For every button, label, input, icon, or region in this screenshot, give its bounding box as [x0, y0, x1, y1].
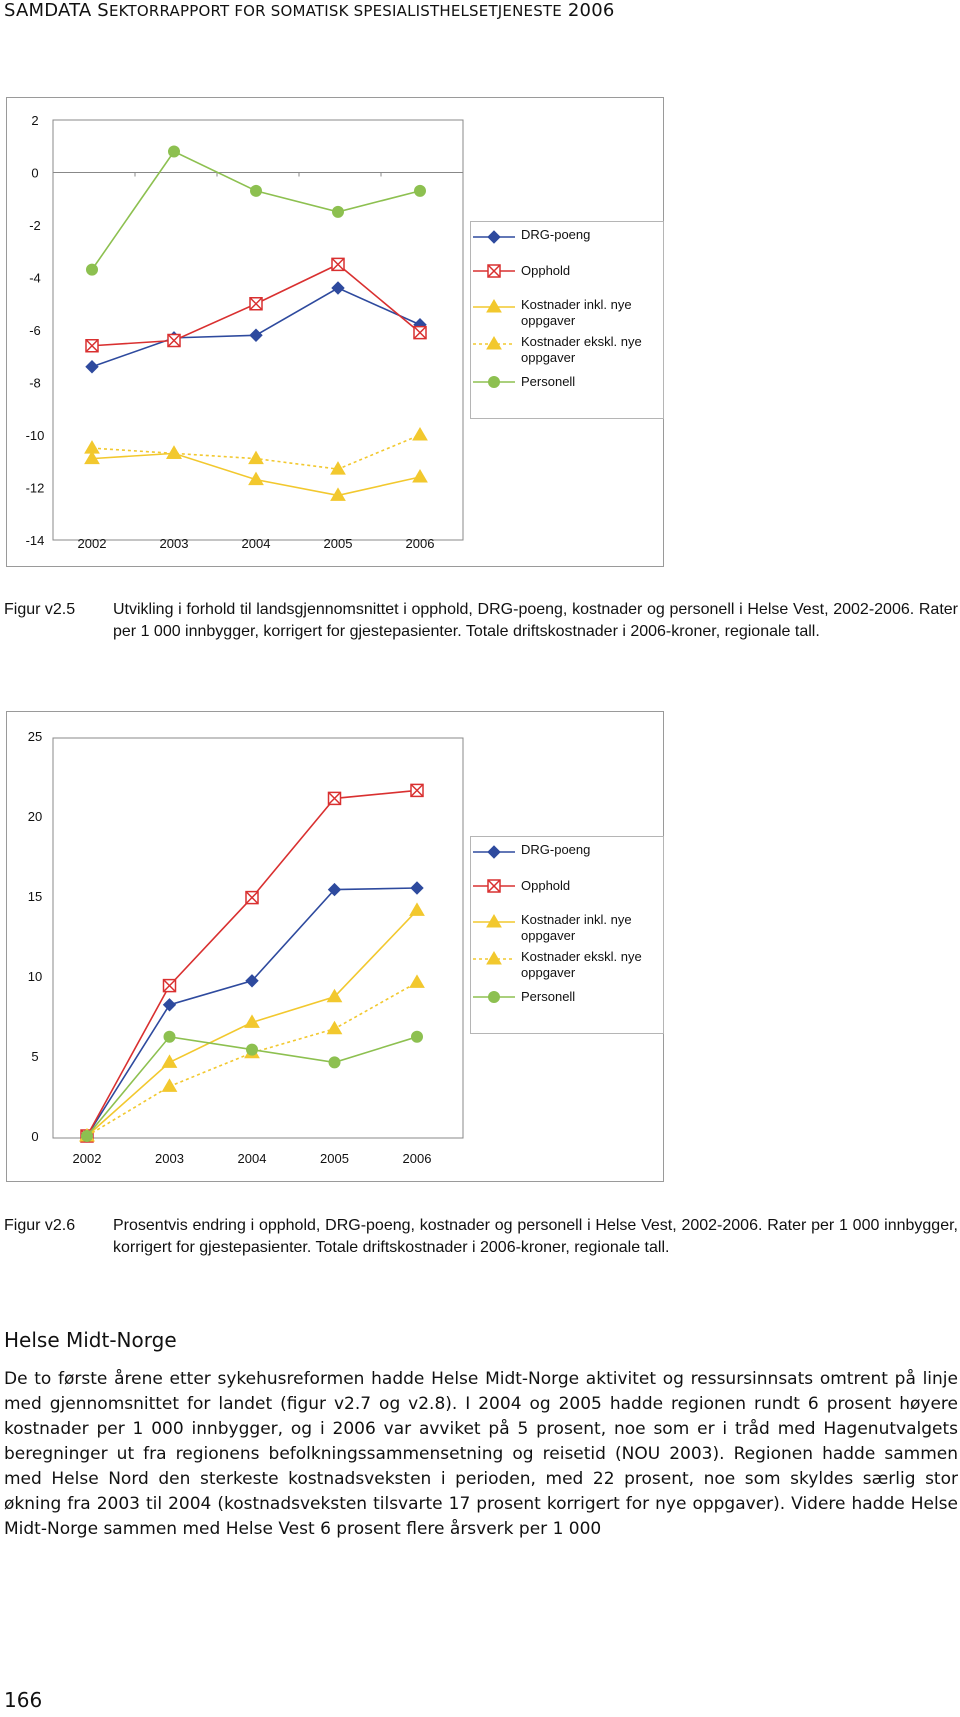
legend-label: Personell: [521, 374, 576, 389]
legend-item: [471, 950, 661, 984]
data-point: [247, 1044, 258, 1055]
data-point: [333, 206, 344, 217]
data-point: [86, 340, 98, 352]
y-tick-label: -2: [29, 218, 41, 233]
series-personell: [87, 146, 426, 275]
page-number: 166: [4, 1688, 43, 1712]
data-point: [168, 335, 180, 347]
data-point: [87, 264, 98, 275]
data-point: [413, 428, 427, 440]
diamond-marker: [471, 843, 521, 863]
data-point: [86, 361, 98, 373]
y-tick-label: 0: [31, 165, 39, 181]
series-kostnader-ekskl-nye-oppgaver: [80, 975, 424, 1141]
figure-caption-v2-5: [4, 599, 958, 669]
x-square-marker: [471, 877, 521, 897]
y-tick-label: 20: [27, 809, 43, 824]
plot-area: [53, 738, 463, 1138]
y-tick-label: 2: [31, 113, 39, 128]
data-point: [250, 298, 262, 310]
data-point: [329, 792, 341, 804]
data-point: [332, 258, 344, 270]
legend-label: Kostnader inkl. nye oppgaver: [521, 297, 632, 328]
triangle-marker: [471, 335, 521, 355]
series-kostnader-inkl-nye-oppgaver: [80, 903, 424, 1141]
series-line: [87, 982, 417, 1136]
y-tick-label: -8: [29, 375, 41, 391]
legend-item: [471, 298, 661, 332]
circle-marker: [471, 373, 521, 393]
legend-label: DRG-poeng: [521, 842, 591, 857]
data-point: [411, 784, 423, 796]
y-tick-label: -14: [25, 533, 45, 548]
body-paragraph: De to første årene etter sykehusreformen hadde Helse Midt-Norge aktivitet og ressursinnsats omtrent på linje med gjennomsnittet for landet (figur v2.7 og v2.8). I 2004 og 2005 hadde regionen rundt 6 prosent høyere kostnader per 1 000 innbygger, og i 2006 var avviket på 5 prosent, noe som er i tråd med Hagenutvalgets beregninger ut fra regionens befolkningssammensetning og reisetid (NOU 2003). Regionen hadde sammen med Helse Nord den sterkeste kostnadsveksten i perioden, med 22 prosent, noe som skyldes særlig stor økning fra 2003 til 2004 (kostnadsveksten tilsvarte 17 prosent korrigert for nye oppgaver). Videre hadde Helse Midt-Norge sammen med Helse Vest 6 prosent flere årsverk per 1 000: [4, 1369, 958, 1539]
data-point: [85, 441, 99, 453]
legend-label: Opphold: [521, 878, 571, 893]
x-tick-label: 2003: [159, 536, 189, 551]
x-square-marker: [471, 262, 521, 282]
circle-marker: [489, 377, 500, 388]
diamond-marker: [471, 228, 521, 248]
legend-item: [471, 988, 661, 1022]
data-point: [246, 892, 258, 904]
triangle-marker: [487, 952, 501, 964]
x-tick-label: 2006: [405, 536, 435, 551]
data-point: [328, 1022, 342, 1034]
x-tick-label: 2005: [320, 1151, 349, 1166]
running-header-prefix: SAMDATA S: [4, 0, 109, 21]
data-point: [410, 975, 424, 987]
x-tick-label: 2002: [72, 1151, 102, 1166]
x-tick-label: 2005: [323, 536, 353, 551]
triangle-marker: [487, 337, 501, 349]
section-heading: Helse Midt-Norge: [4, 1328, 177, 1352]
x-tick-label: 2002: [77, 536, 107, 551]
series-opphold: [81, 784, 423, 1142]
data-point: [249, 452, 263, 464]
data-point: [164, 999, 176, 1011]
data-point: [251, 185, 262, 196]
legend-label: Kostnader ekskl. nye oppgaver: [521, 334, 642, 365]
legend-item: [471, 335, 661, 369]
legend-label: Kostnader inkl. nye oppgaver: [521, 912, 632, 943]
chart-figure-v2-5: [6, 97, 664, 567]
legend-item: [471, 877, 661, 911]
x-tick-label: 2004: [237, 1151, 267, 1166]
diamond-marker: [488, 231, 500, 243]
y-tick-label: -4: [29, 270, 41, 286]
legend-item: [471, 913, 661, 947]
caption-text: Prosentvis endring i opphold, DRG-poeng, kostnader og personell i Helse Vest, 2002-2006. Rater per 1 000 innbygger, korrigert for gjestepasienter. Totale driftskostnader i 2006-kroner, regionale tall.: [113, 1217, 958, 1256]
legend-item: [471, 373, 661, 407]
circle-marker: [489, 992, 500, 1003]
chart-v2-6-legend: [470, 836, 664, 1034]
x-tick-label: 2004: [241, 536, 271, 551]
legend-label: Kostnader ekskl. nye oppgaver: [521, 949, 642, 980]
legend-item: [471, 262, 661, 296]
circle-marker: [471, 988, 521, 1008]
figure-caption-v2-6: [4, 1215, 958, 1263]
running-header: [4, 0, 615, 21]
caption-number: Figur v2.5: [4, 601, 76, 618]
series-drg-poeng: [81, 882, 423, 1142]
triangle-marker: [471, 298, 521, 318]
legend-item: [471, 228, 661, 262]
data-point: [164, 1031, 175, 1042]
triangle-marker: [471, 950, 521, 970]
caption-text: Utvikling i forhold til landsgjennomsnittet i opphold, DRG-poeng, kostnader og personell i Helse Vest, 2002-2006. Rater per 1 000 innbygger, korrigert for gjestepasienter. Totale driftskostnader i 2006-kroner, regionale tall.: [113, 601, 958, 640]
triangle-marker: [471, 913, 521, 933]
y-tick-label: 0: [31, 1129, 39, 1144]
data-point: [163, 1079, 177, 1091]
caption-number: Figur v2.6: [4, 1217, 76, 1234]
y-tick-label: -10: [25, 428, 45, 443]
series-personell: [82, 1031, 423, 1141]
data-point: [411, 882, 423, 894]
legend-label: Opphold: [521, 263, 571, 278]
y-tick-label: -12: [25, 480, 45, 496]
diamond-marker: [488, 846, 500, 858]
series-line: [87, 888, 417, 1136]
data-point: [167, 446, 181, 458]
x-square-marker: [488, 265, 500, 277]
data-point: [415, 185, 426, 196]
data-point: [163, 1055, 177, 1067]
series-kostnader-ekskl-nye-oppgaver: [85, 428, 427, 474]
data-point: [169, 146, 180, 157]
legend-label: Personell: [521, 989, 576, 1004]
y-tick-label: 25: [27, 729, 43, 744]
chart-v2-5-legend: [470, 221, 664, 419]
x-tick-label: 2006: [402, 1151, 432, 1166]
y-tick-label: 15: [27, 889, 43, 904]
data-point: [412, 1031, 423, 1042]
triangle-marker: [487, 300, 501, 312]
legend-label: DRG-poeng: [521, 227, 591, 242]
data-point: [250, 329, 262, 341]
y-tick-label: -6: [29, 323, 41, 338]
data-point: [332, 282, 344, 294]
legend-item: [471, 843, 661, 877]
y-tick-label: 5: [31, 1049, 39, 1064]
triangle-marker: [487, 915, 501, 927]
data-point: [410, 903, 424, 915]
chart-figure-v2-6: [6, 711, 664, 1182]
data-point: [329, 1057, 340, 1068]
series-line: [92, 152, 420, 270]
data-point: [82, 1131, 93, 1142]
data-point: [413, 470, 427, 482]
running-header-year: 2006: [561, 0, 615, 21]
data-point: [414, 327, 426, 339]
x-square-marker: [488, 880, 500, 892]
data-point: [164, 980, 176, 992]
y-tick-label: 10: [27, 969, 43, 984]
running-header-smallcaps: EKTORRAPPORT FOR SOMATISK SPESIALISTHELSETJENESTE: [108, 2, 562, 20]
x-tick-label: 2003: [155, 1151, 184, 1166]
